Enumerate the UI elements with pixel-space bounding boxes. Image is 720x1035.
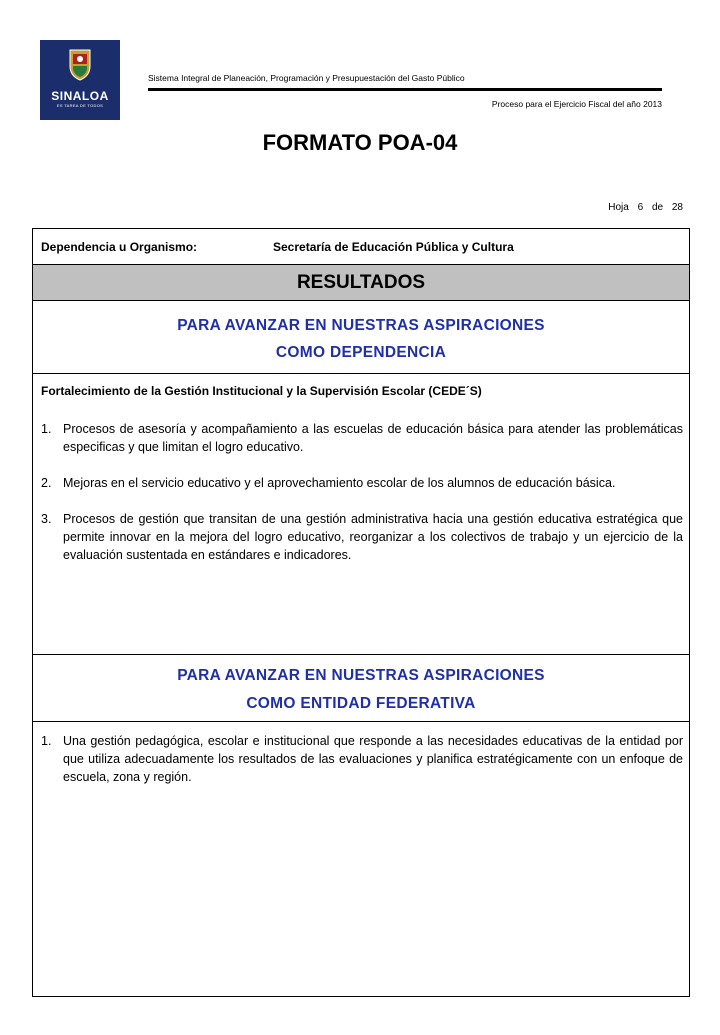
list-item bbox=[41, 420, 683, 456]
item-number: 1. bbox=[41, 734, 52, 748]
aspirations-dependency-line1: PARA AVANZAR EN NUESTRAS ASPIRACIONES bbox=[177, 317, 545, 334]
page-of: de bbox=[651, 202, 664, 213]
dependency-value: Secretaría de Educación Pública y Cultura bbox=[273, 239, 514, 254]
aspirations-state-line1: PARA AVANZAR EN NUESTRAS ASPIRACIONES bbox=[177, 667, 545, 684]
item-text: Mejoras en el servicio educativo y el aprovechamiento escolar de los alumnos de educación básica. bbox=[63, 476, 616, 490]
dependency-label: Dependencia u Organismo: bbox=[41, 239, 198, 254]
item-text: Procesos de asesoría y acompañamiento a las escuelas de educación básica para atender las problemáticas especificas y que limitan el logro educativo. bbox=[63, 422, 683, 454]
results-form bbox=[32, 228, 690, 997]
item-number: 3. bbox=[41, 512, 52, 526]
aspirations-state-body bbox=[33, 722, 689, 996]
program-subheading: Fortalecimiento de la Gestión Institucional y la Supervisión Escolar (CEDE´S) bbox=[41, 384, 482, 398]
dependency-row bbox=[33, 229, 689, 265]
system-title: Sistema Integral de Planeación, Programación y Presupuestación del Gasto Público bbox=[148, 73, 465, 83]
coat-of-arms-icon bbox=[62, 46, 98, 82]
list-item bbox=[41, 732, 683, 786]
page-indicator bbox=[605, 202, 683, 213]
form-title: FORMATO POA-04 bbox=[262, 130, 458, 155]
section-title: RESULTADOS bbox=[33, 265, 689, 301]
item-number: 2. bbox=[41, 476, 52, 490]
aspirations-state-line2: COMO ENTIDAD FEDERATIVA bbox=[246, 695, 476, 712]
item-text: Procesos de gestión que transitan de una gestión administrativa hacia una gestión educativa estratégica que permite innovar en la mejora del logro educativo, reorganizar a los colectivos de trabajo y un ejercicio de la evaluación sustentada en estándares e indicadores. bbox=[63, 512, 683, 562]
header-divider bbox=[148, 88, 662, 91]
aspirations-state-heading bbox=[33, 655, 689, 722]
page-total: 28 bbox=[671, 202, 683, 213]
item-text: Una gestión pedagógica, escolar e institucional que responde a las necesidades educativas de la entidad por que utiliza adecuadamente los resultados de las evaluaciones y planifica estratégicamente con un enfoque de escuela, zona y región. bbox=[63, 734, 683, 784]
list-item bbox=[41, 510, 683, 564]
logo-name: SINALOA bbox=[51, 89, 109, 103]
item-number: 1. bbox=[41, 422, 52, 436]
aspirations-dependency-heading bbox=[33, 301, 689, 374]
process-label: Proceso para el Ejercicio Fiscal del año 2013 bbox=[491, 99, 662, 109]
aspirations-dependency-body bbox=[33, 374, 689, 655]
list-item bbox=[41, 474, 683, 492]
logo-slogan: ES TAREA DE TODOS bbox=[56, 103, 104, 108]
aspirations-dependency-line2: COMO DEPENDENCIA bbox=[275, 344, 447, 361]
page-label: Hoja bbox=[608, 202, 629, 213]
page-current: 6 bbox=[637, 202, 644, 213]
sinaloa-logo bbox=[40, 40, 120, 120]
